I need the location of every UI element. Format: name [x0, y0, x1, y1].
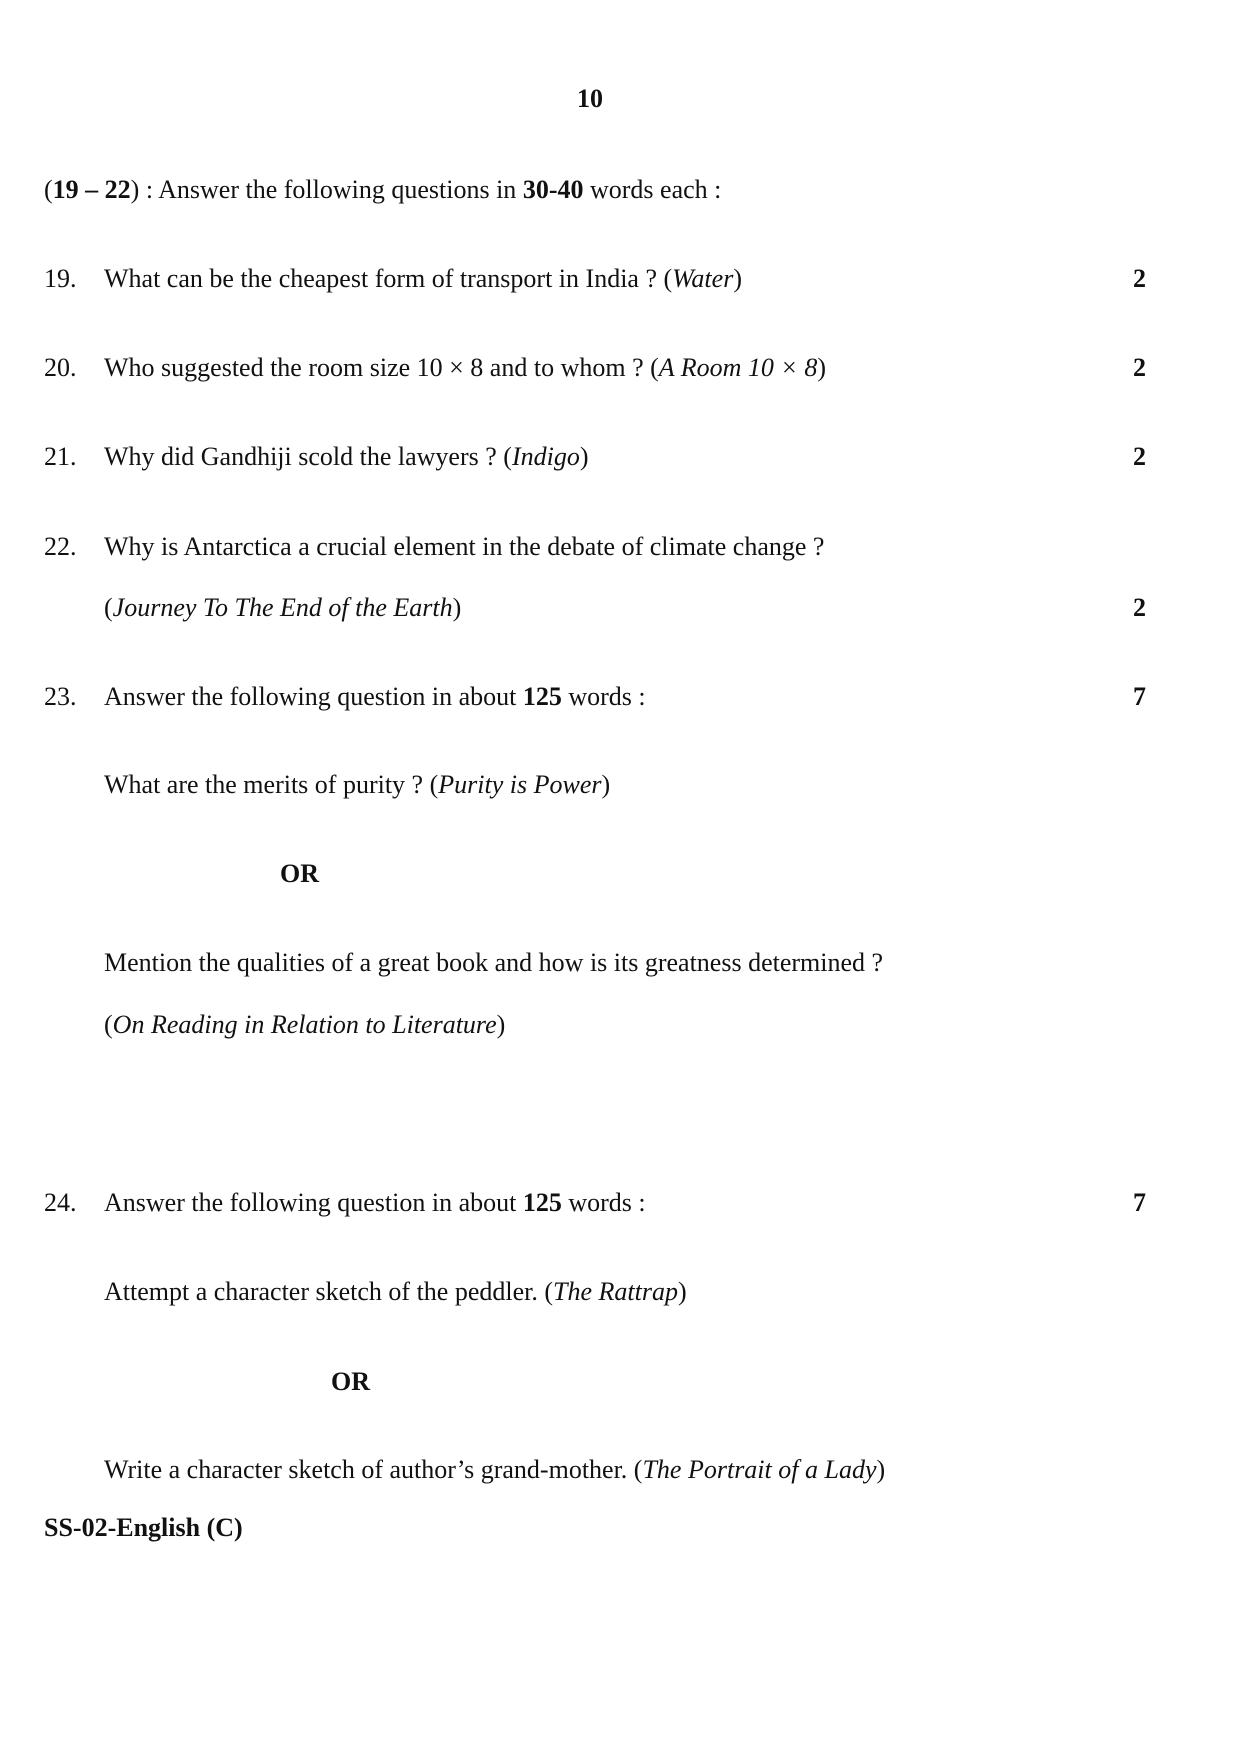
question-text: Who suggested the room size 10 × 8 and to whom ? (A Room 10 × 8): [104, 353, 827, 382]
option-b-source-line: (On Reading in Relation to Literature): [104, 1010, 506, 1039]
question-source: Water: [672, 264, 734, 293]
question-marks: 2: [1133, 593, 1146, 622]
question-marks: 7: [1133, 682, 1146, 711]
or-label: OR: [331, 1367, 370, 1396]
option-source: The Rattrap: [553, 1277, 678, 1306]
instruction-range-end: 22: [104, 175, 131, 204]
question-marks: 2: [1133, 353, 1146, 382]
instruction-text-before: ) : Answer the following questions in: [130, 175, 523, 204]
question-prompt: Answer the following question in about 125 words :: [104, 682, 646, 711]
or-label: OR: [280, 859, 319, 888]
option-b-text: Write a character sketch of author’s grand-mother. (The Portrait of a Lady): [104, 1455, 886, 1484]
question-marks: 2: [1133, 264, 1146, 293]
question-number: 22.: [44, 532, 77, 561]
instruction-word-count: 30-40: [522, 175, 584, 204]
question-number: 21.: [44, 442, 77, 471]
instruction-text-after: words each :: [583, 175, 722, 204]
word-count: 125: [522, 682, 562, 711]
question-number: 19.: [44, 264, 77, 293]
question-text: What can be the cheapest form of transport in India ? (Water): [104, 264, 742, 293]
question-source: Journey To The End of the Earth: [112, 593, 453, 622]
question-text: Why did Gandhiji scold the lawyers ? (Indigo): [104, 442, 589, 471]
question-number: 24.: [44, 1188, 77, 1217]
word-count: 125: [522, 1188, 562, 1217]
question-source: Indigo: [511, 442, 580, 471]
option-a-text: Attempt a character sketch of the peddler. (The Rattrap): [104, 1277, 687, 1306]
footer-code: SS-02-English (C): [44, 1513, 243, 1542]
option-b-text: Mention the qualities of a great book and how is its greatness determined ?: [104, 948, 884, 977]
question-number: 23.: [44, 682, 77, 711]
question-text: Why is Antarctica a crucial element in the debate of climate change ?: [104, 532, 825, 561]
option-source: The Portrait of a Lady: [642, 1455, 877, 1484]
section-instruction: (19 – 22) : Answer the following questions in 30-40 words each :: [44, 175, 722, 204]
page-number: 10: [577, 84, 603, 113]
instruction-range-start: 19: [52, 175, 79, 204]
instruction-dash: –: [78, 175, 105, 204]
question-marks: 7: [1133, 1188, 1146, 1217]
question-source-line: (Journey To The End of the Earth): [104, 593, 462, 622]
question-number: 20.: [44, 353, 77, 382]
question-source: A Room 10 × 8: [658, 353, 818, 382]
option-a-text: What are the merits of purity ? (Purity is Power): [104, 770, 611, 799]
option-source: On Reading in Relation to Literature: [112, 1010, 497, 1039]
question-marks: 2: [1133, 442, 1146, 471]
option-source: Purity is Power: [438, 770, 602, 799]
question-prompt: Answer the following question in about 125 words :: [104, 1188, 646, 1217]
